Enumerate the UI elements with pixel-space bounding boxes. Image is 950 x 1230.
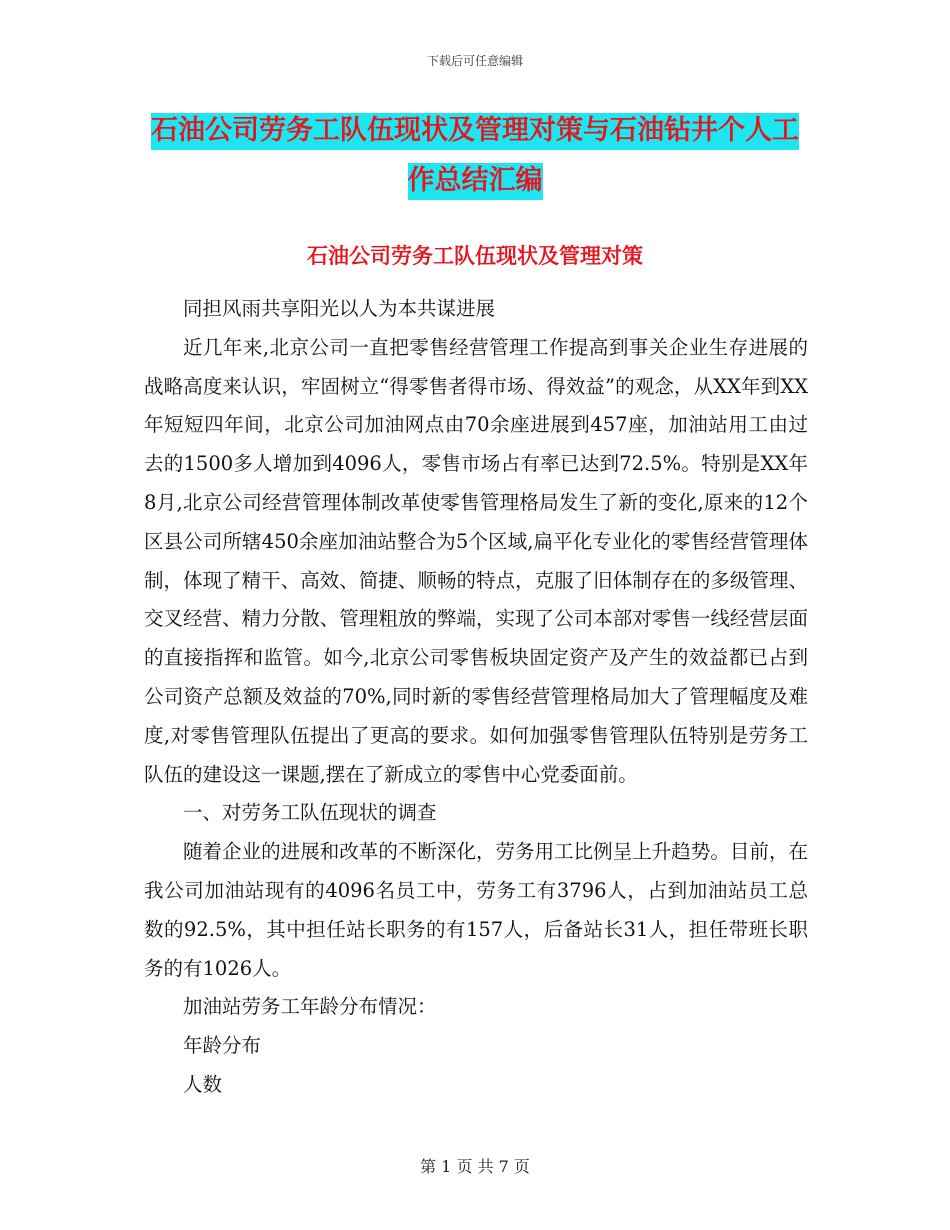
paragraph: 近几年来,北京公司一直把零售经营管理工作提高到事关企业生存进展的战略高度来认识，牢固树立“得零售者得市场、得效益”的观念，从XX年到XX年短短四年间，北京公司加油网点由70余座进展到457座，加油站用工由过去的1500多人增加到4096人，零售市场占有率已达到72.5%。特别是XX年8月,北京公司经营管理体制改革使零售管理格局发生了新的变化,原来的12个区县公司所辖450余座加油站整合为5个区域,扁平化专业化的零售经营管理体制，体现了精干、高效、简捷、顺畅的特点，克服了旧体制存在的多级管理、交叉经营、精力分散、管理粗放的弊端，实现了公司本部对零售一线经营层面的直接指挥和监管。如今,北京公司零售板块固定资产及产生的效益都已占到公司资产总额及效益的70%,同时新的零售经营管理格局加大了管理幅度及难度,对零售管理队伍提出了更高的要求。如何加强零售管理队伍特别是劳务工队伍的建设这一课题,摆在了新成立的零售中心党委面前。	[144, 335, 808, 786]
paragraph: 人数	[183, 1072, 223, 1096]
paragraph: 一、对劳务工队伍现状的调查	[183, 801, 437, 825]
paragraph: 同担风雨共享阳光以人为本共谋进展	[183, 297, 496, 320]
document-title-text: 石油公司劳务工队伍现状及管理对策与石油钻井个人工作总结汇编	[151, 113, 799, 200]
page-header-note: 下载后可任意编辑	[426, 54, 523, 68]
page-number: 第 1 页 共 7 页	[420, 1157, 530, 1176]
paragraph: 随着企业的进展和改革的不断深化，劳务用工比例呈上升趋势。目前，在我公司加油站现有的4096名员工中，劳务工有3796人，占到加油站员工总数的92.5%，其中担任站长职务的有157人，后备站长31人，担任带班长职务的有1026人。	[144, 840, 808, 980]
document-title	[140, 106, 810, 206]
paragraph: 年龄分布	[183, 1034, 262, 1058]
section-title: 石油公司劳务工队伍现状及管理对策	[307, 244, 643, 268]
document-body	[144, 290, 808, 1105]
paragraph: 加油站劳务工年龄分布情况：	[183, 995, 437, 1019]
